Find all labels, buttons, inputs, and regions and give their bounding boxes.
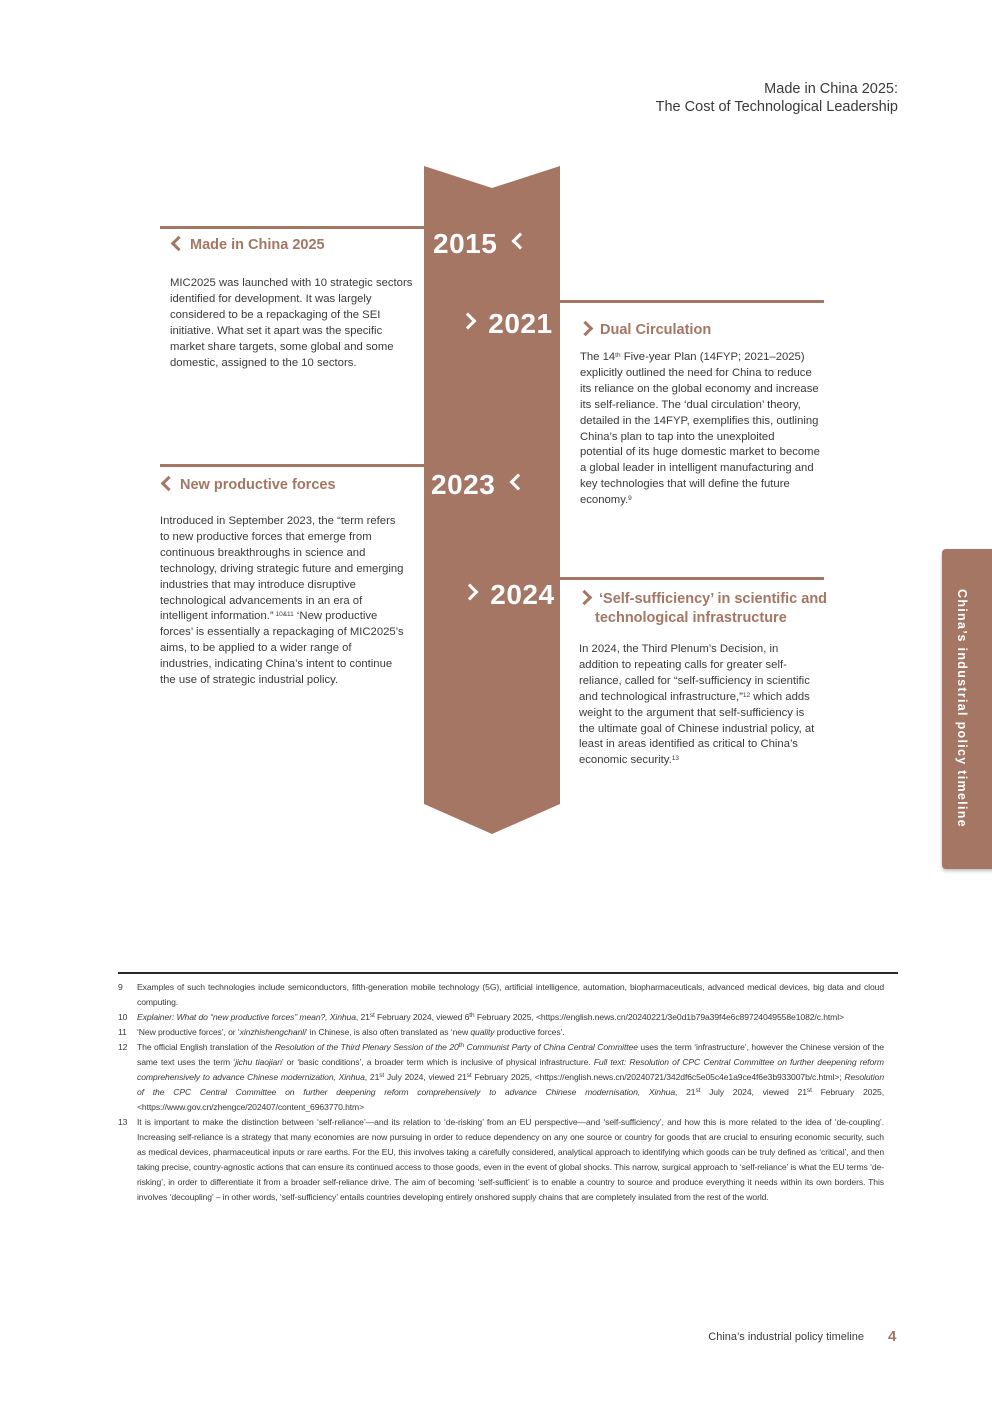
footnotes [118, 980, 884, 1205]
year-2023: 2023 [431, 469, 496, 500]
section-title-self-sufficiency [579, 590, 827, 628]
running-header [656, 80, 898, 116]
footnote-11: 11 ‘New productive forces’, or ‘xinzhishengchanli’ in Chinese, is also often translated as ‘new quality productive forces’. [118, 1027, 565, 1037]
footnote-12: 12 The official English translation of the Resolution of the Third Plenary Session of the 20th Communist Party of China Central Committee uses the term ‘infrastructure’, however the Chinese version of the same text uses the term ‘jichu tiaojian’ or ‘basic conditions’, a broader term which is inclusive of physical infrastructure. Full text: Resolution of CPC Central Committee on further deepening reform comprehensively to advance Chinese modernization, Xinhua, 21st July 2024, viewed 21st February 2025, <https://english.news.cn/20240721/342df6c5e05c4e1a9ce4f6e3b933007b/c.html>; Resolution of the CPC Central Committee on further deepening reform comprehensively to advance Chinese modernisation, Xinhua, 21st July 2024, viewed 21st February 2025, <https://www.gov.cn/zhengce/202407/content_6963770.htm> [118, 1042, 884, 1112]
section-title-mic2025 [170, 236, 325, 255]
footnote-link[interactable]: February 2025, <https://www.gov.cn/zhengce/202407/content_6963770.htm> [137, 1087, 884, 1112]
chapter-side-tab[interactable] [942, 549, 992, 869]
year-2021-marker [462, 308, 553, 340]
footnote-link[interactable]: February 2025, <https://english.news.cn/20240221/3e0d1b79a39f4e6c89724049558e1082/c.html> [474, 1012, 844, 1022]
section-body-new-productive-forces: Introduced in September 2023, the “term refers to new productive forces that emerge from continuous breakthroughs in science and technology, driving strategic future and emerging industries that may introduce disruptive technological advancements in an era of intelligent information.” $^{10\&11}$ ‘New productive forces’ is essentially a repackaging of MIC2025’s aims, to be applied to a wider range of industries, indicating China’s intent to continue the use of strategic industrial policy. [160, 515, 404, 687]
section-title-line1: ‘Self-sufficiency’ in scientific and [599, 591, 828, 607]
connector-line-2021 [560, 300, 824, 303]
chevron-left-icon [509, 474, 526, 491]
year-2023-marker [431, 469, 524, 501]
connector-line-2015 [160, 226, 424, 229]
footnote-10: 10 Explainer: What do “new productive forces” mean?, Xinhua, 21st February 2024, viewed 6th February 2025, <https://english.news.cn/20240221/3e0d1b79a39f4e6c89724049558e1082/c.html> [118, 1012, 844, 1022]
year-2024: 2024 [490, 579, 555, 610]
side-tab-label: China’s industrial policy timeline [955, 589, 969, 828]
chevron-right-icon [577, 590, 593, 606]
footnote-link[interactable]: February 2025, <https://english.news.cn/20240721/342df6c5e05c4e1a9ce4f6e3b933007b/c.html>; [471, 1072, 845, 1082]
connector-line-2024 [560, 577, 824, 580]
section-body-self-sufficiency: In 2024, the Third Plenum’s Decision, in addition to repeating calls for greater self-reliance, called for “self-sufficiency in scientific and technological infrastructure,”$^{12}$ which adds weight to the argument that self-sufficiency is the ultimate goal of Chinese industrial policy, at least in areas identified as critical to China’s economic security.$^{13}$ [579, 643, 815, 767]
footnote-13: 13 It is important to make the distinction between ‘self-reliance’—and its relation to ‘de-risking’ from an EU perspective—and ‘self-sufficiency’, and how this is more related to the idea of ‘de-coupling’. Increasing self-reliance is a strategy that many economies are now pursuing in order to reduce dependency on any one source or country for goods that are crucial to ensuring economic security, such as medical devices, pharmaceutical inputs or rare earths. For the EU, this involves taking a carefully considered, analytical approach to identifying which goods can be truly defined as ‘critical’, and then taking precise, country-agnostic actions that can ensure its continued access to those goods, even in the event of global shocks. This narrow, surgical approach to ‘self-reliance’ is what the EU terms ‘de-risking’, in order to differentiate it from a broader self-reliance drive. The aim of becoming ‘self-sufficient’ is to enable a country to source and produce everything it needs within its own borders. This involves ‘decoupling’ – in other words, ‘self-sufficiency’ entails countries developing entirely onshored supply chains that are completely insulated from the rest of the world. [118, 1117, 884, 1202]
page-number: 4 [888, 1328, 897, 1345]
footnote-ref: 10&11 [273, 611, 294, 619]
chevron-left-icon [511, 233, 528, 250]
section-title-line2: technological infrastructure [595, 610, 787, 626]
chevron-right-icon [460, 313, 477, 330]
chevron-right-icon [462, 584, 479, 601]
header-title-line2: The Cost of Technological Leadership [655, 99, 898, 115]
year-2024-marker [464, 579, 555, 611]
footnote-9: 9 Examples of such technologies include semiconductors, fifth-generation mobile technology (5G), artificial intelligence, automation, biopharmaceuticals, advanced medical devices, big data and cloud computing. [118, 982, 884, 1007]
section-body-mic2025: MIC2025 was launched with 10 strategic sectors identified for development. It was largely considered to be a repackaging of the SEI initiative. What set it apart was the specific market share targets, some global and some domestic, assigned to the 10 sectors. [170, 277, 413, 369]
section-title-text: New productive forces [180, 477, 336, 493]
year-2015-marker [433, 228, 526, 260]
section-title-dual-circulation [580, 321, 711, 340]
chevron-left-icon [171, 236, 187, 252]
section-title-new-productive-forces [160, 476, 336, 495]
section-title-text: Dual Circulation [600, 322, 712, 338]
footnote-divider [118, 972, 898, 974]
header-title-line1: Made in China 2025: [764, 81, 898, 97]
chevron-left-icon [161, 476, 177, 492]
footnote-ref: 12 [742, 691, 751, 699]
footnote-ref: 13 [671, 755, 679, 763]
chevron-right-icon [578, 321, 594, 337]
year-2021: 2021 [488, 308, 553, 339]
year-2015: 2015 [433, 228, 498, 259]
footnote-ref: 9 [628, 495, 632, 503]
section-body-dual-circulation: The 14th Five-year Plan (14FYP; 2021–2025) explicitly outlined the need for China to reduce its reliance on the global economy and increase its self-reliance. The ‘dual circulation’ theory, detailed in the 14FYP, exemplifies this, outlining China’s plan to tap into the unexploited potential of its huge domestic market to become a global leader in intelligent manufacturing and key technologies that will define the future economy.$^9$ [580, 351, 820, 507]
connector-line-2023 [160, 464, 424, 467]
footer-section-label: China’s industrial policy timeline [708, 1331, 864, 1343]
section-title-text: Made in China 2025 [190, 237, 325, 253]
